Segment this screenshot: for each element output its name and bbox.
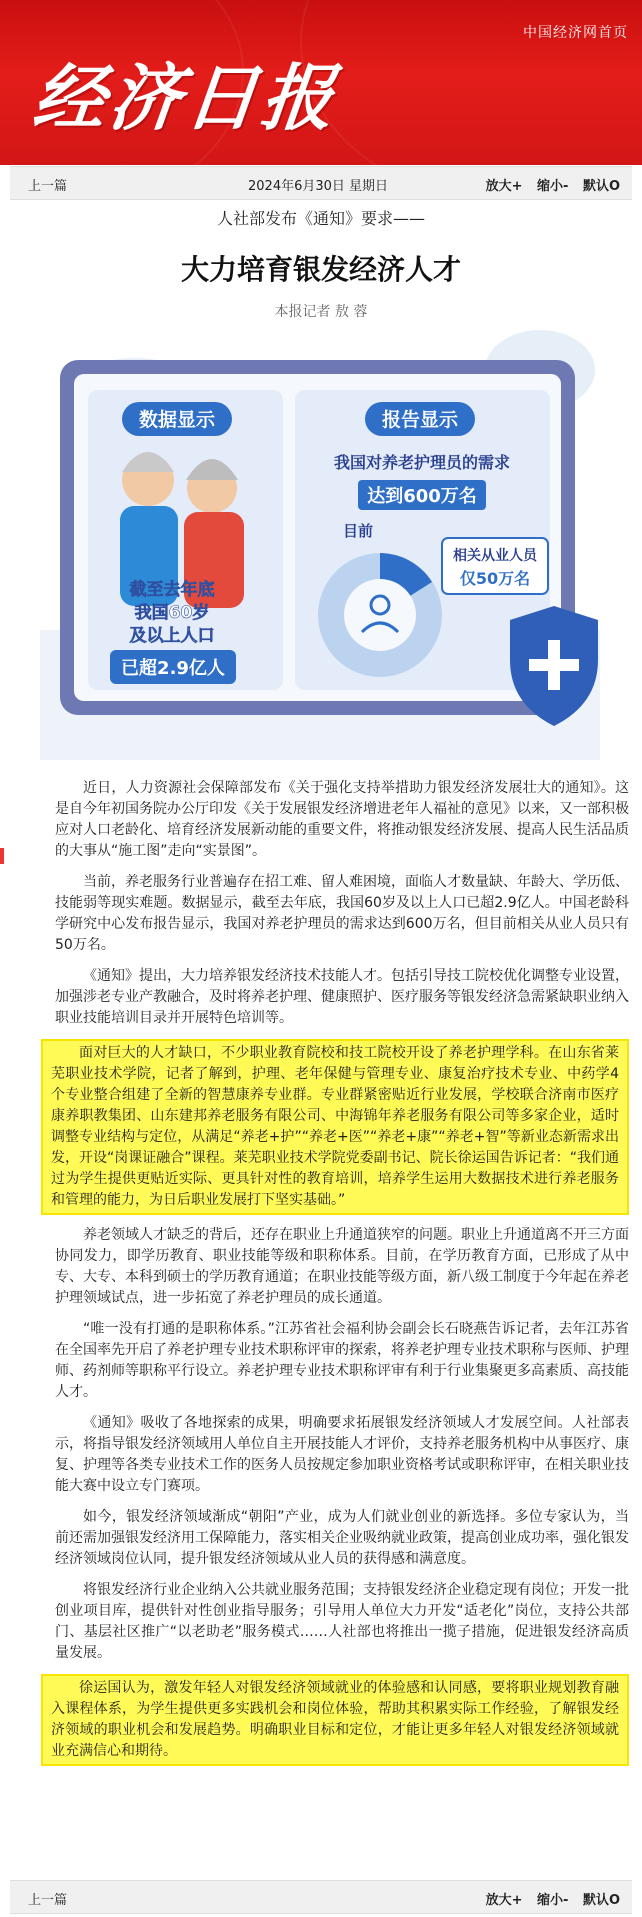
page-toolbar-top xyxy=(10,166,632,200)
highlighted-paragraph: 徐运国认为，激发年轻人对银发经济领域就业的体验感和认同感，要将职业规划教育融入课程体系，为学生提供更多实践机会和岗位体验，帮助其积累实际工作经验，了解银发经济领域的职业机会和发展趋势。明确职业目标和定位，才能让更多年轻人对银发经济领域就业充满信心和期待。 xyxy=(41,1674,629,1766)
prev-article-link[interactable]: 上一篇 xyxy=(28,1893,68,1908)
plus-horizontal xyxy=(529,659,579,671)
issue-date: 2024年6月30日 星期日 xyxy=(248,179,389,194)
article-byline: 本报记者 敖 蓉 xyxy=(274,304,368,320)
zoom-in-button[interactable]: 放大+ xyxy=(485,1893,523,1908)
paragraph: 《通知》吸收了各地探索的成果，明确要求拓展银发经济领域人才发展空间。人社部表示，将指导银发经济领域用人单位自主开展技能人才评价，支持养老服务机构中从事医疗、康复、护理等各类专业技术工作的医务人员按规定参加职业资格考试或职称评审，在相关职业技能大赛中设立专门赛项。 xyxy=(55,1415,629,1494)
masthead-banner xyxy=(0,0,642,165)
zoom-controls xyxy=(476,1889,620,1908)
zoom-out-button[interactable]: 缩小- xyxy=(537,1893,569,1908)
article-body xyxy=(51,778,629,1776)
left-text-line-3: 及以上人口 xyxy=(129,626,215,646)
paragraph: 养老领域人才缺乏的背后，还存在职业上升通道狭窄的问题。职业上升通道离不开三方面协同发力，即学历教育、职业技能等级和职称体系。目前，在学历教育方面，已形成了从中专、大专、本科到硕士的学历教育通道；在职业技能等级方面，新八级工制度于今年起在养老护理领域试点，进一步拓宽了养老护理员的成长通道。 xyxy=(55,1227,629,1306)
right-demand: 达到600万名 xyxy=(367,486,477,507)
right-current: 目前 xyxy=(342,522,374,540)
zoom-controls xyxy=(476,175,620,194)
prev-article-link[interactable]: 上一篇 xyxy=(28,179,68,194)
paragraph: 如今，银发经济领域渐成“朝阳”产业，成为人们就业创业的新选择。多位专家认为，当前还需加强银发经济用工保障能力，落实相关企业吸纳就业政策，提高创业成功率，强化银发经济领域岗位认同，提升银发经济领域从业人员的获得感和满意度。 xyxy=(55,1509,629,1567)
left-text-line-2: 我国60岁 xyxy=(134,603,210,623)
zoom-default-button[interactable]: 默认O xyxy=(582,179,620,194)
right-staff-line-1: 相关从业人员 xyxy=(453,548,537,564)
zoom-in-button[interactable]: 放大+ xyxy=(485,179,523,194)
left-text-line-4: 已超2.9亿人 xyxy=(121,658,225,679)
newspaper-logo[interactable]: 经济日报 xyxy=(28,55,342,140)
right-title: 我国对养老护理员的需求 xyxy=(333,453,511,472)
side-marker xyxy=(0,848,4,864)
zoom-default-button[interactable]: 默认O xyxy=(582,1893,620,1908)
article-kicker: 人社部发布《通知》要求—— xyxy=(216,209,425,228)
zoom-out-button[interactable]: 缩小- xyxy=(537,179,569,194)
right-staff-line-2: 仅50万名 xyxy=(459,569,531,588)
paragraph: 近日，人力资源社会保障部发布《关于强化支持举措助力银发经济发展壮大的通知》。这是自今年初国务院办公厅印发《关于发展银发经济增进老年人福祉的意见》以来，又一部积极应对人口老龄化、培育经济发展新动能的重要文件，将推动银发经济发展、提高人民生活品质的大事从“施工图”走向“实景图”。 xyxy=(55,780,629,859)
left-badge: 数据显示 xyxy=(138,409,216,431)
paragraph: 将银发经济行业企业纳入公共就业服务范围；支持银发经济企业稳定现有岗位；开发一批创业项目库，提供针对性创业指导服务；引导用人单位大力开发“适老化”岗位，支持公共部门、基层社区推广“以老助老”服务模式……人社部也将推出一揽子措施，促进银发经济高质量发展。 xyxy=(55,1582,629,1661)
paragraph: 《通知》提出，大力培养银发经济技术技能人才。包括引导技工院校优化调整专业设置，加强涉老专业产教融合，及时将养老护理、健康照护、医疗服务等银发经济急需紧缺职业纳入职业技能培训目录并开展特色培训等。 xyxy=(55,968,629,1026)
highlighted-paragraph: 面对巨大的人才缺口，不少职业教育院校和技工院校开设了养老护理学科。在山东省莱芜职业技术学院，记者了解到，护理、老年保健与管理专业、康复治疗技术专业、中药学4个专业整合组建了全新的智慧康养专业群。专业群紧密贴近行业发展，学校联合济南市医疗康养职教集团、山东建邦养老服务有限公司、中海锦年养老服务有限公司等多家企业，适时调整专业结构与定位，从满足“养老+护”“养老+医”“养老+康”“养老+智”等新业态新需求出发，开设“岗课证融合”课程。莱芜职业技术学院党委副书记、院长徐运国告诉记者：“我们通过为学生提供更贴近实际、更具针对性的教育培训，培养学生运用大数据技术进行养老服务和管理的能力，为日后职业发展打下坚实基础。” xyxy=(41,1039,629,1215)
right-badge: 报告显示 xyxy=(381,409,459,431)
page-toolbar-bottom xyxy=(10,1880,632,1914)
left-text-line-1: 截至去年底 xyxy=(129,580,215,600)
paragraph: “唯一没有打通的是职称体系。”江苏省社会福利协会副会长石晓燕告诉记者，去年江苏省在全国率先开启了养老护理专业技术职称评审的探索，将养老护理专业技术职称与医师、护理师、药剂师等职称平行设立。养老护理专业技术职称评审有利于行业集聚更多高素质、高技能人才。 xyxy=(55,1321,629,1400)
infographic xyxy=(40,330,600,760)
article-title: 大力培育银发经济人才 xyxy=(180,253,461,286)
paragraph: 当前，养老服务行业普遍存在招工难、留人难困境，面临人才数量缺、年龄大、学历低、技能弱等现实难题。数据显示，截至去年底，我国60岁及以上人口已超2.9亿人。中国老龄科学研究中心发布报告显示，我国对养老护理员的需求达到600万名，但目前相关从业人员只有50万名。 xyxy=(55,874,629,953)
site-home-link[interactable]: 中国经济网首页 xyxy=(523,25,628,41)
